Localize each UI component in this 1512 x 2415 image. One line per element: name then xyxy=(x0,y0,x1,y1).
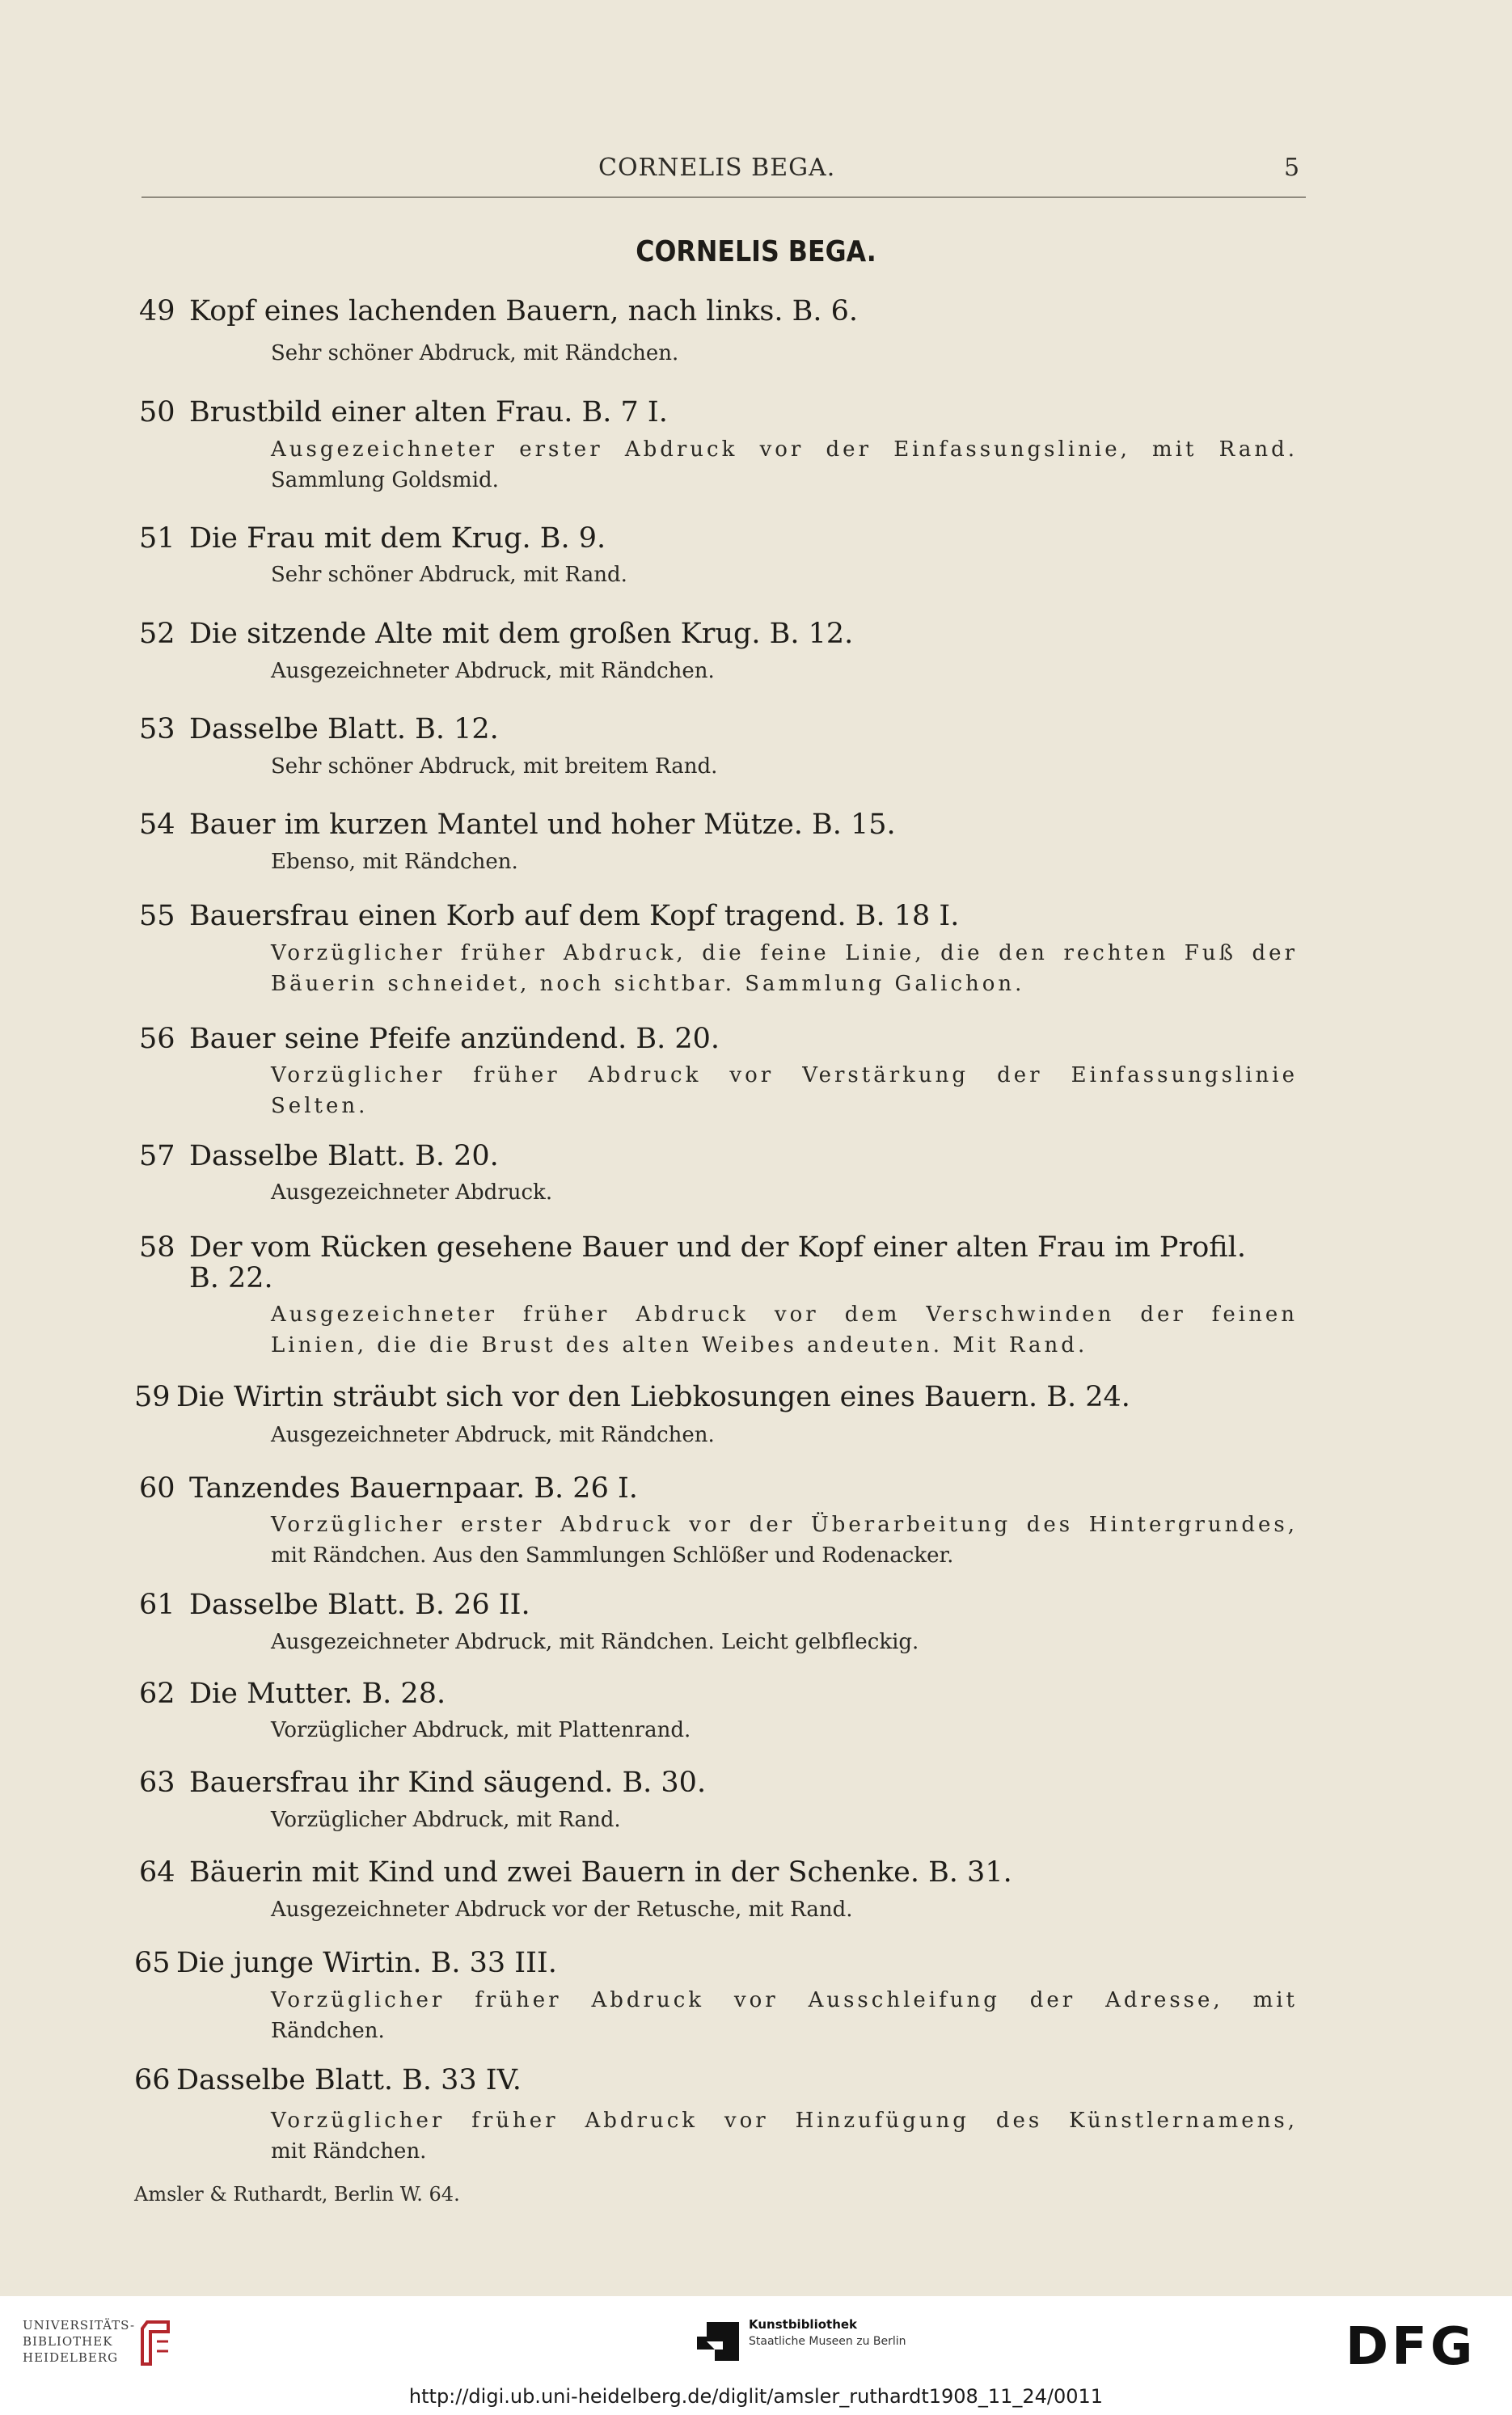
note-line: Vorzüglicher erster Abdruck vor der Überarbeitung des Hintergrundes, xyxy=(271,1513,1298,1537)
entry-number: 61 xyxy=(139,1589,175,1621)
entry-57-note xyxy=(271,1177,1298,1208)
note-line: Ebenso, mit Rändchen. xyxy=(271,850,518,874)
entry-text: Tanzendes Bauernpaar. B. 26 I. xyxy=(189,1472,638,1505)
entry-text: Bauer im kurzen Mantel und hoher Mütze. B. 15. xyxy=(189,809,896,841)
entry-number: 62 xyxy=(139,1678,175,1710)
entry-text: Die Mutter. B. 28. xyxy=(189,1678,446,1710)
library-logo[interactable] xyxy=(23,2317,135,2366)
note-line: mit Rändchen. xyxy=(271,2139,427,2164)
entry-59-note xyxy=(271,1420,1298,1450)
entry-number: 50 xyxy=(139,396,175,429)
page-number: 5 xyxy=(1284,154,1301,182)
entry-text: Bauersfrau ihr Kind säugend. B. 30. xyxy=(189,1767,707,1799)
kunstbibliothek-name: Kunstbibliothek xyxy=(749,2317,858,2332)
running-head: CORNELIS BEGA. xyxy=(598,154,836,182)
entry-text: Bauersfrau einen Korb auf dem Kopf tragend. B. 18 I. xyxy=(189,900,960,932)
library-name-line: UNIVERSITÄTS- xyxy=(23,2318,136,2333)
kunstbibliothek-text xyxy=(749,2317,906,2348)
entry-number: 54 xyxy=(139,809,175,841)
entry-number: 64 xyxy=(139,1856,175,1889)
entry-53-title xyxy=(139,713,499,745)
entry-64-title xyxy=(139,1856,1012,1889)
entry-50-title xyxy=(139,396,668,429)
entry-58-title-cont: B. 22. xyxy=(189,1262,273,1294)
note-line: Ausgezeichneter Abdruck, mit Rändchen. Leicht gelbfleckig. xyxy=(271,1630,919,1654)
entry-text: Kopf eines lachenden Bauern, nach links. B. 6. xyxy=(189,295,859,327)
entry-number: 66 xyxy=(134,2064,171,2096)
entry-49-note xyxy=(271,338,1298,369)
entry-54-title xyxy=(139,809,896,841)
source-url[interactable]: http://digi.ub.uni-heidelberg.de/diglit/amsler_ruthardt1908_11_24/0011 xyxy=(408,2385,1104,2408)
note-line: Vorzüglicher Abdruck, mit Rand. xyxy=(271,1808,621,1832)
entry-text: Dasselbe Blatt. B. 20. xyxy=(189,1140,499,1172)
entry-60-title xyxy=(139,1472,638,1505)
note-line: Sehr schöner Abdruck, mit Rändchen. xyxy=(271,341,679,365)
note-line: mit Rändchen. Aus den Sammlungen Schlößer und Rodenacker. xyxy=(271,1543,954,1568)
entry-55-note xyxy=(271,938,1298,999)
entry-60-note xyxy=(271,1509,1298,1571)
library-name-line: BIBLIOTHEK xyxy=(23,2334,113,2349)
note-line: Vorzüglicher früher Abdruck vor Hinzufügung des Künstlernamens, xyxy=(271,2109,1298,2133)
entry-number: 57 xyxy=(139,1140,175,1172)
entry-51-title xyxy=(139,522,606,555)
entry-50-note xyxy=(271,434,1298,496)
dfg-logo-text: DFG xyxy=(1345,2320,1476,2369)
entry-number: 65 xyxy=(134,1947,171,1979)
entry-51-note xyxy=(271,559,1298,590)
kunstbibliothek-icon xyxy=(695,2320,741,2362)
note-line: Vorzüglicher früher Abdruck, die feine Linie, die den rechten Fuß der xyxy=(271,941,1298,965)
entry-57-title xyxy=(139,1140,499,1172)
entry-number: 56 xyxy=(139,1023,175,1055)
entry-number: 63 xyxy=(139,1767,175,1799)
entry-text: Dasselbe Blatt. B. 12. xyxy=(189,713,499,745)
entry-56-title xyxy=(139,1023,720,1055)
entry-text: Bäuerin mit Kind und zwei Bauern in der Schenke. B. 31. xyxy=(189,1856,1012,1889)
note-line: Sehr schöner Abdruck, mit Rand. xyxy=(271,563,627,587)
entry-62-title xyxy=(139,1678,446,1710)
note-line: Rändchen. xyxy=(271,2019,385,2043)
entry-text: Die Wirtin sträubt sich vor den Liebkosungen eines Bauern. B. 24. xyxy=(176,1381,1130,1413)
note-line: Ausgezeichneter Abdruck. xyxy=(271,1180,553,1205)
entry-number: 59 xyxy=(134,1381,171,1413)
note-line: Sammlung Goldsmid. xyxy=(271,468,499,492)
entry-text: Dasselbe Blatt. B. 26 II. xyxy=(189,1589,530,1621)
note-line: Ausgezeichneter früher Abdruck vor dem Verschwinden der feinen xyxy=(271,1302,1298,1327)
entry-61-note xyxy=(271,1627,1298,1657)
entry-text: Die sitzende Alte mit dem großen Krug. B. 12. xyxy=(189,618,854,650)
note-line: Ausgezeichneter Abdruck, mit Rändchen. xyxy=(271,659,715,683)
entry-52-title xyxy=(139,618,853,650)
note-line: Ausgezeichneter Abdruck, mit Rändchen. xyxy=(271,1423,715,1447)
entry-49-title xyxy=(139,295,858,327)
entry-61-title xyxy=(139,1589,530,1621)
publisher-imprint: Amsler & Ruthardt, Berlin W. 64. xyxy=(134,2183,460,2206)
entry-text: Die Frau mit dem Krug. B. 9. xyxy=(189,522,606,555)
entry-66-title xyxy=(134,2064,522,2096)
page-title: CORNELIS BEGA. xyxy=(636,235,876,268)
entry-number: 49 xyxy=(139,295,175,327)
header-rule xyxy=(141,196,1306,198)
entry-text: Dasselbe Blatt. B. 33 IV. xyxy=(176,2064,522,2096)
entry-number: 55 xyxy=(139,900,175,932)
entry-54-note xyxy=(271,847,1298,877)
entry-65-note xyxy=(271,1985,1298,2046)
entry-62-note xyxy=(271,1715,1298,1746)
entry-number: 60 xyxy=(139,1472,175,1505)
entry-66-note xyxy=(271,2105,1298,2167)
entry-63-title xyxy=(139,1767,706,1799)
entry-number: 52 xyxy=(139,618,175,650)
entry-52-note xyxy=(271,656,1298,686)
entry-58-title xyxy=(139,1231,1246,1264)
library-name-line: HEIDELBERG xyxy=(23,2350,119,2365)
entry-53-note xyxy=(271,751,1298,782)
entry-65-title xyxy=(134,1947,557,1979)
entry-number: 58 xyxy=(139,1231,175,1264)
dfg-logo-icon[interactable] xyxy=(1345,2320,1491,2369)
note-line: Vorzüglicher Abdruck, mit Plattenrand. xyxy=(271,1718,691,1742)
entry-58-note xyxy=(271,1299,1298,1361)
note-line: Vorzüglicher früher Abdruck vor Ausschleifung der Adresse, mit xyxy=(271,1988,1298,2012)
entry-55-title xyxy=(139,900,959,932)
entry-number: 53 xyxy=(139,713,175,745)
entry-56-note xyxy=(271,1060,1298,1121)
entry-59-title xyxy=(134,1381,1130,1413)
note-line: Selten. xyxy=(271,1094,369,1118)
note-line: Linien, die die Brust des alten Weibes andeuten. Mit Rand. xyxy=(271,1333,1088,1357)
note-line: Bäuerin schneidet, noch sichtbar. Sammlung Galichon. xyxy=(271,972,1025,996)
note-line: Ausgezeichneter Abdruck vor der Retusche, mit Rand. xyxy=(271,1898,853,1922)
entry-text: Die junge Wirtin. B. 33 III. xyxy=(176,1947,557,1979)
entry-text: Bauer seine Pfeife anzündend. B. 20. xyxy=(189,1023,720,1055)
entry-64-note xyxy=(271,1894,1298,1925)
entry-text: Brustbild einer alten Frau. B. 7 I. xyxy=(189,396,668,429)
note-line: Sehr schöner Abdruck, mit breitem Rand. xyxy=(271,754,718,779)
entry-text: Der vom Rücken gesehene Bauer und der Kopf einer alten Frau im Profil. xyxy=(189,1231,1246,1264)
kunstbibliothek-subtitle: Staatliche Museen zu Berlin xyxy=(749,2335,906,2348)
entry-63-note xyxy=(271,1805,1298,1835)
library-emblem-icon xyxy=(136,2317,175,2369)
note-line: Ausgezeichneter erster Abdruck vor der Einfassungslinie, mit Rand. xyxy=(271,437,1298,462)
entry-number: 51 xyxy=(139,522,175,555)
footer-bar xyxy=(0,2296,1512,2415)
note-line: Vorzüglicher früher Abdruck vor Verstärkung der Einfassungslinie xyxy=(271,1063,1298,1087)
